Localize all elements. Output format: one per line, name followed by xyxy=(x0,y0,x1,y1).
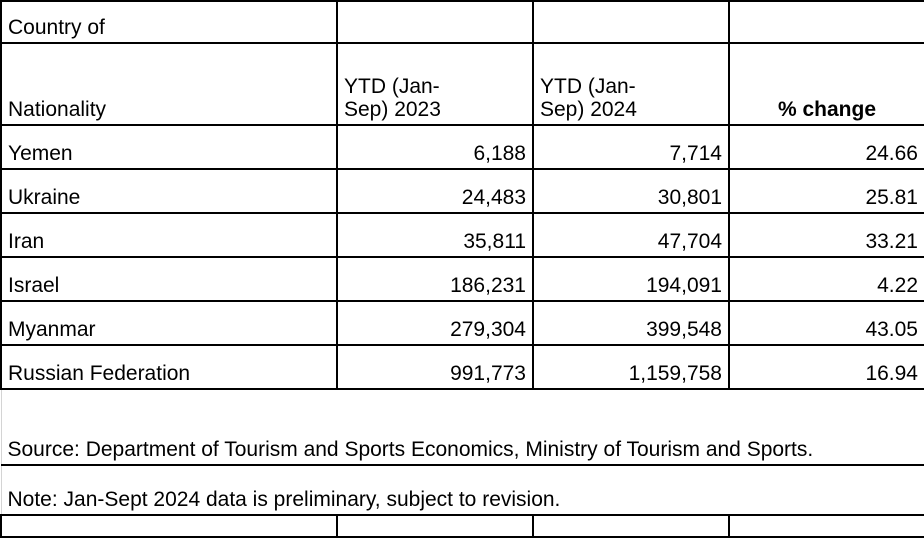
cell-ytd-2023: 991,773 xyxy=(337,345,533,389)
cell-ytd-2024: 47,704 xyxy=(533,213,729,257)
cell-country: Myanmar xyxy=(1,301,337,345)
ytd-2024-line2: Sep) 2024 xyxy=(540,98,637,122)
source-note-row xyxy=(1,389,924,465)
empty-row xyxy=(1,515,924,537)
column-header-percent-change: % change xyxy=(729,43,924,125)
cell-percent-change: 24.66 xyxy=(729,125,924,169)
cell-country: Iran xyxy=(1,213,337,257)
empty-cell-change xyxy=(729,515,924,537)
header-spacer-2024-top xyxy=(533,1,729,43)
cell-ytd-2024: 399,548 xyxy=(533,301,729,345)
cell-ytd-2023: 24,483 xyxy=(337,169,533,213)
cell-ytd-2023: 279,304 xyxy=(337,301,533,345)
table-row xyxy=(1,169,924,213)
ytd-2023-line2: Sep) 2023 xyxy=(344,98,441,122)
empty-cell-country xyxy=(1,515,337,537)
cell-ytd-2024: 7,714 xyxy=(533,125,729,169)
column-header-ytd-2023 xyxy=(337,43,533,125)
footnote-row xyxy=(1,465,924,515)
table-row xyxy=(1,345,924,389)
cell-percent-change: 25.81 xyxy=(729,169,924,213)
empty-cell-2024 xyxy=(533,515,729,537)
cell-country: Israel xyxy=(1,257,337,301)
cell-ytd-2023: 6,188 xyxy=(337,125,533,169)
cell-ytd-2024: 194,091 xyxy=(533,257,729,301)
cell-percent-change: 16.94 xyxy=(729,345,924,389)
column-header-country-line2: Nationality xyxy=(1,43,337,125)
header-spacer-2023-top xyxy=(337,1,533,43)
empty-cell-2023 xyxy=(337,515,533,537)
cell-country: Russian Federation xyxy=(1,345,337,389)
cell-ytd-2023: 186,231 xyxy=(337,257,533,301)
table-header-row-2 xyxy=(1,43,924,125)
cell-ytd-2024: 30,801 xyxy=(533,169,729,213)
table-row xyxy=(1,257,924,301)
table-row xyxy=(1,125,924,169)
table-row xyxy=(1,213,924,257)
ytd-2023-line1: YTD (Jan- xyxy=(344,74,440,98)
cell-percent-change: 4.22 xyxy=(729,257,924,301)
header-spacer-change-top xyxy=(729,1,924,43)
source-note: Source: Department of Tourism and Sports Economics, Ministry of Tourism and Sports. xyxy=(1,389,924,465)
ytd-2024-line1: YTD (Jan- xyxy=(540,74,636,98)
cell-country: Yemen xyxy=(1,125,337,169)
cell-percent-change: 33.21 xyxy=(729,213,924,257)
cell-ytd-2023: 35,811 xyxy=(337,213,533,257)
table-row xyxy=(1,301,924,345)
column-header-country-line1: Country of xyxy=(1,1,337,43)
cell-ytd-2024: 1,159,758 xyxy=(533,345,729,389)
cell-percent-change: 43.05 xyxy=(729,301,924,345)
cell-country: Ukraine xyxy=(1,169,337,213)
table-header-row-1 xyxy=(1,1,924,43)
column-header-ytd-2024 xyxy=(533,43,729,125)
footnote: Note: Jan-Sept 2024 data is preliminary, subject to revision. xyxy=(1,465,924,515)
